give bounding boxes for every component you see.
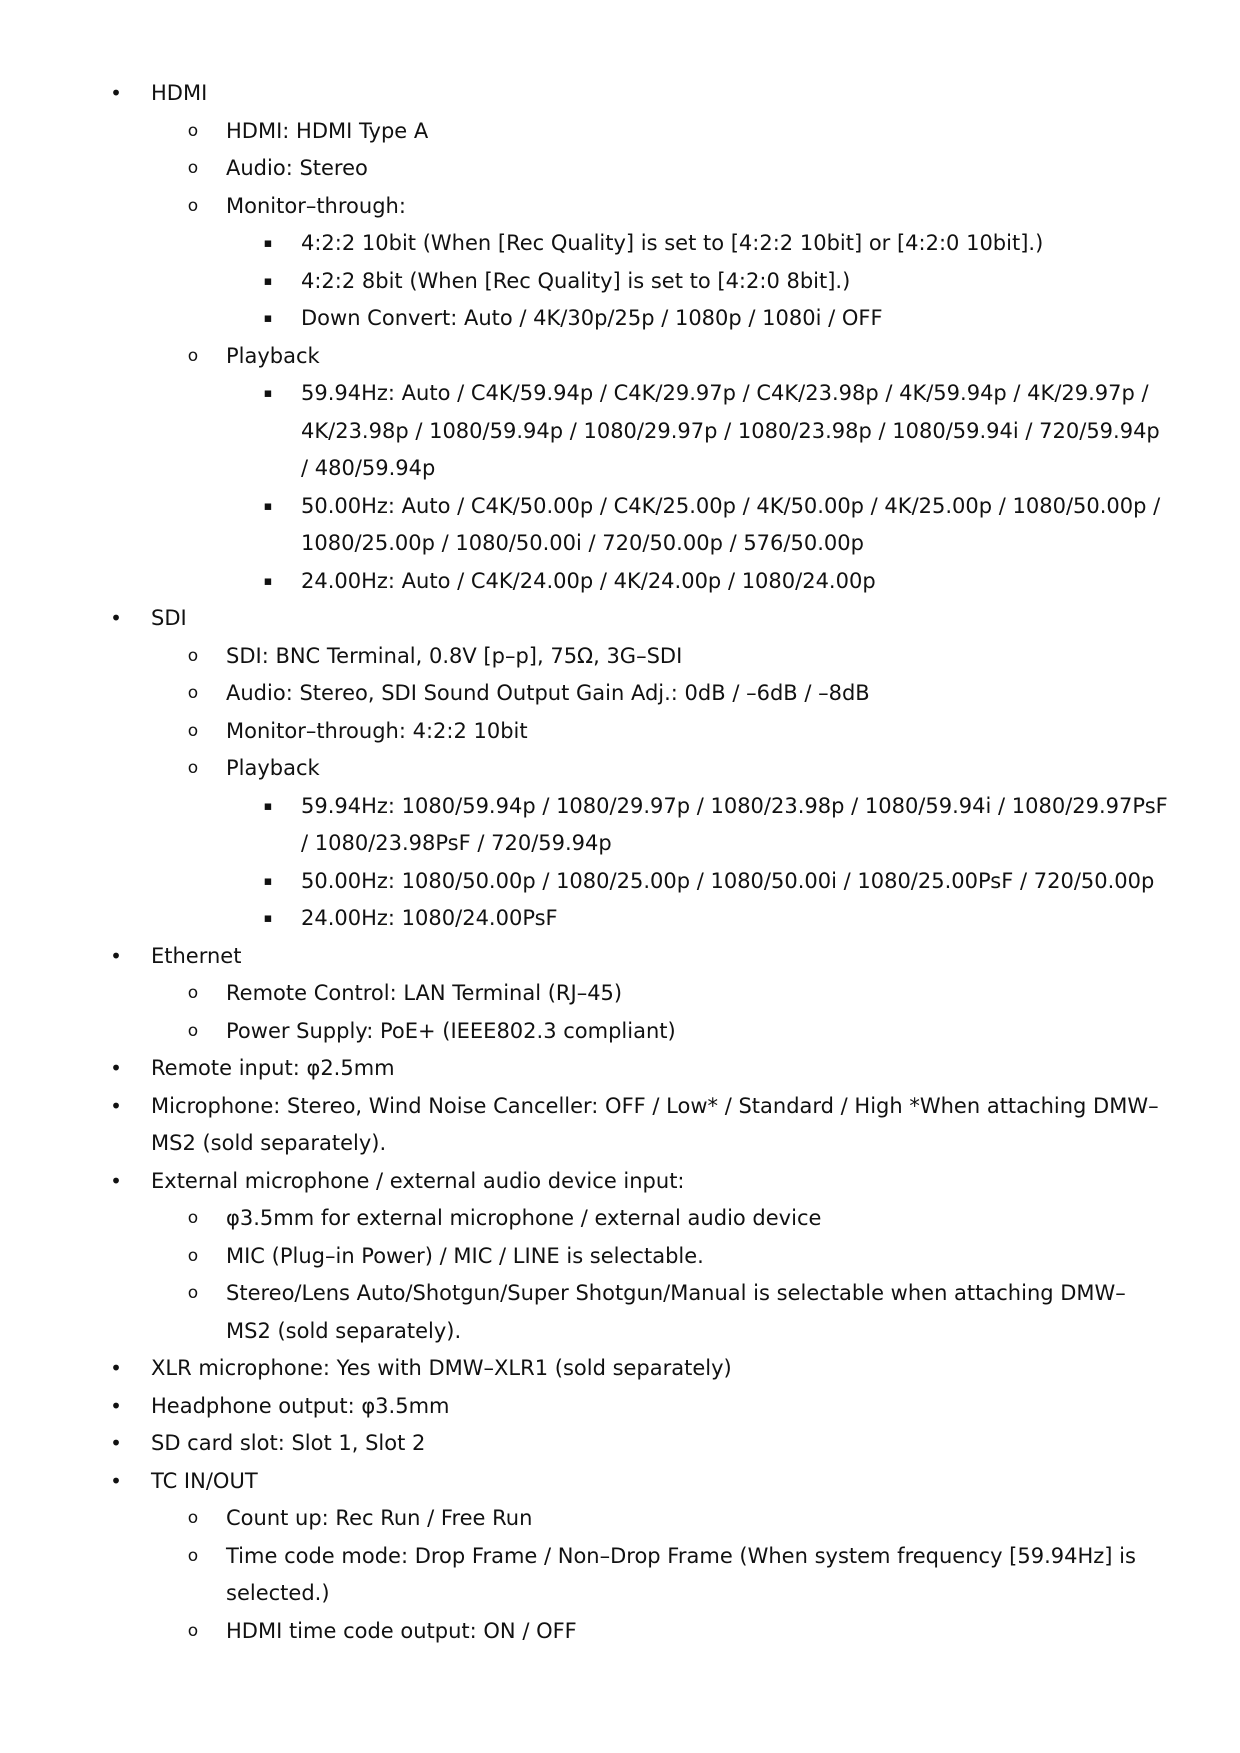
spec-text: 50.00Hz: 1080/50.00p / 1080/25.00p / 1080/50.00i / 1080/25.00PsF / 720/50.00p — [301, 868, 1155, 893]
spec-item — [0, 1163, 1240, 1201]
spec-list — [0, 75, 1240, 1650]
bullet-marker: o — [187, 120, 199, 141]
bullet-marker: • — [110, 1056, 122, 1080]
spec-text: 50.00Hz: Auto / C4K/50.00p / C4K/25.00p / 4K/50.00p / 4K/25.00p / 1080/50.00p / 1080/25.00p / 1080/50.00i / 720/50.00p / 576/50.00p — [301, 493, 1161, 555]
bullet-marker: o — [187, 158, 199, 178]
bullet-marker: o — [187, 345, 199, 366]
spec-text: Microphone: Stereo, Wind Noise Canceller: OFF / Low* / Standard / High *When attaching DMW–MS2 (sold separately). — [151, 1093, 1159, 1155]
spec-text: φ3.5mm for external microphone / external audio device — [226, 1206, 822, 1230]
spec-subitem — [0, 638, 1240, 676]
spec-detail — [0, 225, 1240, 263]
bullet-marker: ▪ — [263, 386, 273, 401]
spec-detail — [0, 300, 1240, 338]
spec-item — [0, 1463, 1240, 1501]
spec-detail — [0, 900, 1240, 938]
spec-text: Playback — [226, 343, 320, 368]
bullet-marker: o — [187, 1208, 199, 1228]
spec-subitem — [0, 1238, 1240, 1276]
spec-text: HDMI: HDMI Type A — [226, 118, 429, 143]
spec-item — [0, 1425, 1240, 1463]
bullet-marker: • — [110, 1468, 122, 1493]
bullet-marker: o — [187, 983, 199, 1003]
spec-detail — [0, 563, 1240, 601]
bullet-marker: • — [110, 943, 122, 968]
bullet-marker: o — [187, 758, 199, 778]
spec-text: Monitor–through: 4:2:2 10bit — [226, 718, 528, 743]
bullet-marker: • — [110, 1093, 122, 1118]
bullet-marker: o — [187, 1245, 199, 1266]
spec-text: Power Supply: PoE+ (IEEE802.3 compliant) — [226, 1018, 676, 1043]
spec-text: 59.94Hz: Auto / C4K/59.94p / C4K/29.97p / C4K/23.98p / 4K/59.94p / 4K/29.97p / 4K/23.98p / 1080/59.94p / 1080/29.97p / 1080/23.98p / 1080/59.94i / 720/59.94p / 480/59.94p — [301, 381, 1160, 480]
spec-subitem — [0, 150, 1240, 188]
spec-text: Time code mode: Drop Frame / Non–Drop Frame (When system frequency [59.94Hz] is selected.) — [226, 1543, 1136, 1605]
bullet-marker: o — [187, 1620, 199, 1641]
spec-subitem — [0, 750, 1240, 788]
bullet-marker: ▪ — [263, 236, 273, 251]
bullet-marker: o — [187, 1545, 199, 1566]
spec-detail — [0, 863, 1240, 901]
spec-text: SDI — [151, 606, 187, 630]
bullet-marker: o — [187, 720, 199, 741]
spec-subitem — [0, 338, 1240, 376]
spec-subitem — [0, 713, 1240, 751]
spec-detail — [0, 375, 1240, 488]
spec-subitem — [0, 975, 1240, 1013]
bullet-marker: ▪ — [263, 311, 273, 326]
bullet-marker: ▪ — [263, 911, 273, 926]
spec-text: Monitor–through: — [226, 193, 406, 218]
spec-subitem — [0, 113, 1240, 151]
spec-item — [0, 938, 1240, 976]
bullet-marker: o — [187, 1020, 199, 1041]
bullet-marker: ▪ — [263, 573, 273, 589]
spec-text: Playback — [226, 756, 320, 780]
spec-text: MIC (Plug–in Power) / MIC / LINE is selectable. — [226, 1243, 704, 1268]
spec-text: SD card slot: Slot 1, Slot 2 — [151, 1431, 426, 1455]
bullet-marker: ▪ — [263, 873, 273, 889]
spec-text: 24.00Hz: Auto / C4K/24.00p / 4K/24.00p / 1080/24.00p — [301, 568, 876, 593]
spec-text: Down Convert: Auto / 4K/30p/25p / 1080p / 1080i / OFF — [301, 306, 883, 330]
spec-text: Remote Control: LAN Terminal (RJ–45) — [226, 981, 623, 1005]
spec-text: Stereo/Lens Auto/Shotgun/Super Shotgun/Manual is selectable when attaching DMW–MS2 (sold separately). — [226, 1281, 1126, 1343]
spec-text: HDMI — [151, 81, 208, 105]
spec-item — [0, 1088, 1240, 1163]
bullet-marker: ▪ — [263, 273, 273, 289]
spec-subitem — [0, 1538, 1240, 1613]
bullet-marker: ▪ — [263, 498, 273, 514]
spec-item — [0, 600, 1240, 638]
bullet-marker: • — [110, 1356, 122, 1380]
spec-detail — [0, 263, 1240, 301]
bullet-marker: o — [187, 683, 199, 703]
spec-detail — [0, 788, 1240, 863]
bullet-marker: o — [187, 195, 199, 216]
bullet-marker: o — [187, 1283, 199, 1303]
spec-text: Count up: Rec Run / Free Run — [226, 1506, 533, 1530]
bullet-marker: • — [110, 606, 122, 630]
spec-item — [0, 1388, 1240, 1426]
spec-detail — [0, 488, 1240, 563]
spec-text: Audio: Stereo, SDI Sound Output Gain Adj.: 0dB / –6dB / –8dB — [226, 681, 870, 705]
spec-subitem — [0, 1013, 1240, 1051]
bullet-marker: • — [110, 1393, 122, 1418]
spec-text: XLR microphone: Yes with DMW–XLR1 (sold separately) — [151, 1356, 732, 1380]
spec-text: SDI: BNC Terminal, 0.8V [p–p], 75Ω, 3G–SDI — [226, 643, 683, 668]
bullet-marker: o — [187, 645, 199, 666]
spec-item — [0, 75, 1240, 113]
spec-subitem — [0, 1613, 1240, 1651]
spec-subitem — [0, 1200, 1240, 1238]
spec-subitem — [0, 188, 1240, 226]
spec-text: 4:2:2 10bit (When [Rec Quality] is set to [4:2:2 10bit] or [4:2:0 10bit].) — [301, 231, 1044, 255]
spec-subitem — [0, 1500, 1240, 1538]
bullet-marker: • — [110, 1431, 122, 1455]
spec-text: 59.94Hz: 1080/59.94p / 1080/29.97p / 1080/23.98p / 1080/59.94i / 1080/29.97PsF / 1080/23.98PsF / 720/59.94p — [301, 793, 1168, 855]
spec-text: Audio: Stereo — [226, 156, 368, 180]
spec-text: External microphone / external audio device input: — [151, 1168, 685, 1193]
spec-text: Remote input: φ2.5mm — [151, 1056, 395, 1080]
spec-text: TC IN/OUT — [151, 1468, 258, 1493]
spec-text: Headphone output: φ3.5mm — [151, 1393, 450, 1418]
bullet-marker: • — [110, 81, 122, 105]
spec-subitem — [0, 1275, 1240, 1350]
bullet-marker: o — [187, 1508, 199, 1528]
bullet-marker: • — [110, 1168, 122, 1193]
spec-item — [0, 1050, 1240, 1088]
spec-subitem — [0, 675, 1240, 713]
spec-text: HDMI time code output: ON / OFF — [226, 1618, 577, 1643]
spec-text: Ethernet — [151, 943, 242, 968]
spec-item — [0, 1350, 1240, 1388]
spec-text: 24.00Hz: 1080/24.00PsF — [301, 906, 558, 930]
spec-text: 4:2:2 8bit (When [Rec Quality] is set to [4:2:0 8bit].) — [301, 268, 851, 293]
bullet-marker: ▪ — [263, 798, 273, 814]
